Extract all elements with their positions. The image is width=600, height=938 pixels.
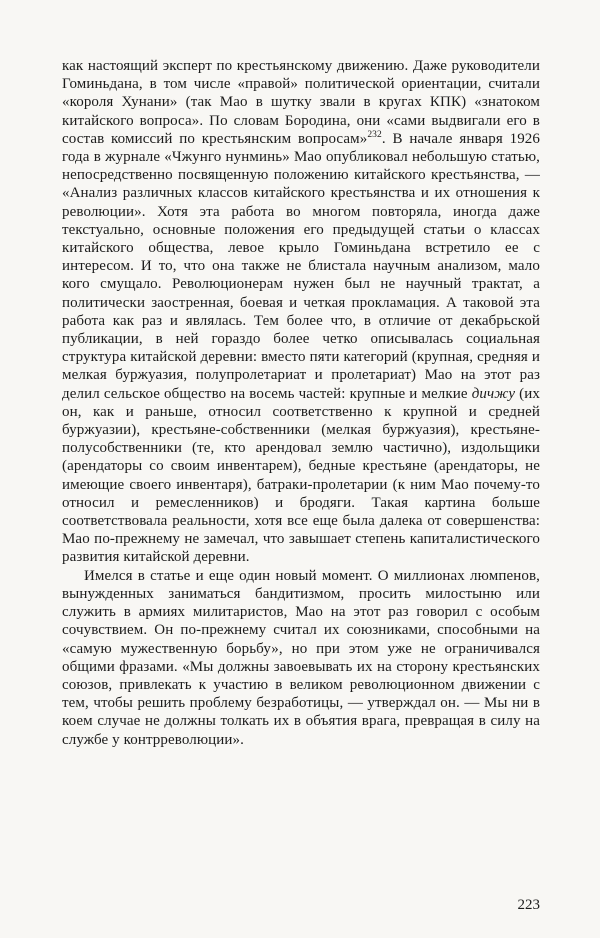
paragraph-text: как настоящий эксперт по крестьянскому движению. Даже руководители Гоминьдана, в том числе «правой» политической ориентации, считали «короля Хунани» (так Мао в шутку звали в кругах КПК) «знатоком китайского вопроса». По словам Бородина, они «сами выдвигали его в состав комиссий по крестьянским вопросам» <box>62 58 540 147</box>
footnote-reference: 232 <box>367 129 382 140</box>
page-number: 223 <box>517 897 540 913</box>
paragraph <box>62 567 540 749</box>
paragraph-text: Имелся в статье и еще один новый момент. О миллионах люмпенов, вынужденных заниматься бандитизмом, просить милостыню или служить в армиях милитаристов, Мао на этот раз говорил с особым сочувствием. Он по-прежнему считал их союзниками, способными на «самую мужественную борьбу», но при этом уже не ограничивался общими фразами. «Мы должны завоевывать их на сторону крестьянских союзов, привлекать к участию в великом революционном движении с тем, чтобы решить проблему безработицы, — утверждал он. — Мы ни в коем случае не должны толкать их в объятия врага, превращая в силу на службе у контрреволюции». <box>62 567 540 748</box>
paragraph-text: (их он, как и раньше, относил соответственно к крупной и средней буржуазии), крестьяне-собственники (мелкая буржуазия), крестьяне-полусобственники (те, кто арендовал землю частично), издольщики (арендаторы со своим инвентарем), бедные крестьяне (арендаторы, не имеющие своего инвентаря), батраки-пролетарии (к ним Мао почему-то относил и ремесленников) и бродяги. Такая картина больше соответствовала реальности, хотя все еще была далека от совершенства: Мао по-прежнему не замечал, что завышает степень капиталистического развития китайской деревни. <box>62 385 540 566</box>
paragraph-continuation <box>62 57 540 567</box>
paragraph-text: . В начале января 1926 года в журнале «Чжунго нунминь» Мао опубликовал небольшую статью, непосредственно посвященную положению китайского крестьянства, — «Анализ различных классов китайского крестьянства и их отношения к революции». Хотя эта работа во многом повторяла, иногда даже текстуально, основные положения его предыдущей статьи о классах китайского общества, левое крыло Гоминьдана встретило ее с интересом. И то, что она также не блистала научным анализом, мало кого смущало. Революционерам нужен был не научный трактат, а политически заостренная, боевая и четкая прокламация. А таковой эта работа как раз и являлась. Тем более что, в отличие от декабрьской публикации, в ней гораздо более четко описывалась социальная структура китайской деревни: вместо пяти категорий (крупная, средняя и мелкая буржуазия, полупролетариат и пролетариат) Мао на этот раз делил сельское общество на восемь частей: крупные и мелкие <box>62 130 541 402</box>
italic-term: дичжу <box>471 385 516 402</box>
body-text <box>62 57 540 749</box>
